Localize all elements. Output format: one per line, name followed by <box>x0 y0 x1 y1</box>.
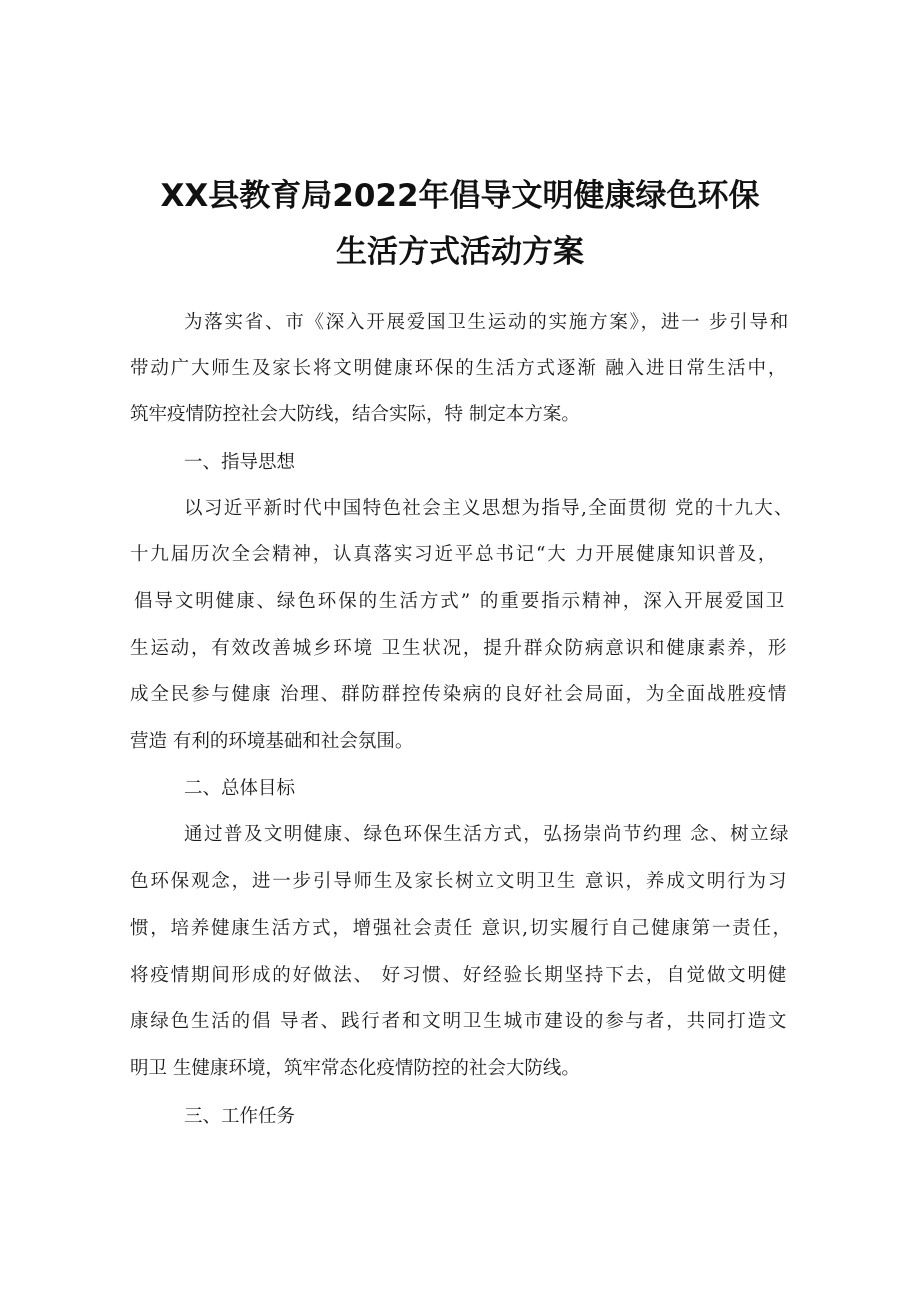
body-line: 成全民参与健康 治理、群防群控传染病的良好社会局面，为全面战胜疫情 <box>130 684 789 705</box>
body-line: 康绿色生活的倡 导者、践行者和文明卫生城市建设的参与者，共同打造文 <box>130 1011 789 1032</box>
section-heading: 二、总体目标 <box>184 778 296 799</box>
section-heading: 三、工作任务 <box>184 1106 296 1127</box>
body-line: 色环保观念，进一步引导师生及家长树立文明卫生 意识，养成文明行为习 <box>130 871 789 892</box>
body-line: 为落实省、市《深入开展爱国卫生运动的实施方案》，进一 步引导和 <box>184 312 790 333</box>
body-line: 营造 有利的环境基础和社会氛围。 <box>130 731 414 752</box>
body-line: 惯，培养健康生活方式，增强社会责任 意识,切实履行自己健康第一责任， <box>130 918 793 939</box>
body-line: 十九届历次全会精神，认真落实习近平总书记“大 力开展健康知识普及， <box>130 544 779 565</box>
body-line: 明卫 生健康环境，筑牢常态化疫情防控的社会大防线。 <box>130 1058 580 1079</box>
body-line: 带动广大师生及家长将文明健康环保的生活方式逐渐 融入进日常生活中， <box>130 358 789 379</box>
body-line: 以习近平新时代中国特色社会主义思想为指导,全面贯彻 党的十九大、 <box>184 498 794 519</box>
body-line: 倡导文明健康、绿色环保的生活方式” 的重要指示精神，深入开展爱国卫 <box>134 591 787 612</box>
section-heading: 一、指导思想 <box>184 452 296 473</box>
document-title-line-2: 生活方式活动方案 <box>336 234 584 270</box>
body-line: 筑牢疫情防控社会大防线，结合实际，特 制定本方案。 <box>130 404 580 425</box>
body-line: 将疫情期间形成的好做法、 好习惯、好经验长期坚持下去，自觉做文明健 <box>130 965 789 986</box>
body-line: 生运动，有效改善城乡环境 卫生状况，提升群众防病意识和健康素养，形 <box>130 638 789 659</box>
document-title-line-1: XX县教育局2022年倡导文明健康绿色环保 <box>160 178 760 214</box>
body-line: 通过普及文明健康、绿色环保生活方式，弘扬崇尚节约理 念、树立绿 <box>184 824 790 845</box>
